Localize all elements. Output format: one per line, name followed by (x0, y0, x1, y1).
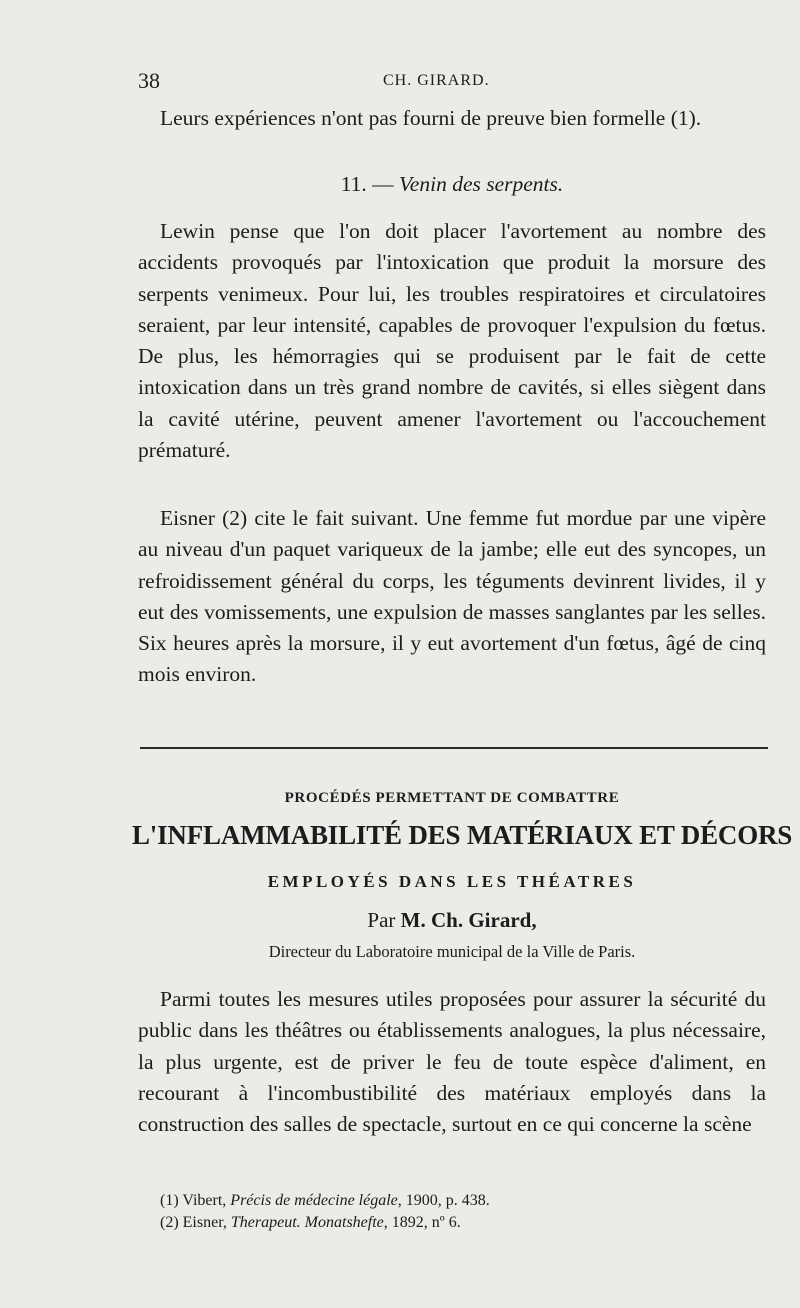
author-affiliation: Directeur du Laboratoire municipal de la Ville de Paris. (268, 942, 636, 961)
paragraph-2: Lewin pense que l'on doit placer l'avortement au nombre des accidents provoqués par l'intoxication que produit la morsure des serpents venimeux. Pour lui, les troubles respiratoires et circulatoires seraient, par leur intensité, capables de provoquer l'expulsion du fœtus. De plus, les hémorragies qui se produisent par le fait de cette intoxication dans un très grand nombre de cavités, si elles siègent dans la cavité utérine, peuvent amener l'avortement ou l'accouchement prématuré. (138, 219, 766, 463)
footnote-1 (160, 1190, 760, 1212)
footnote-author: Vibert, (182, 1192, 227, 1209)
footnote-ref: , 1892, nº 6. (383, 1214, 461, 1231)
article-kicker: PROCÉDÉS PERMETTANT DE COMBATTRE (284, 790, 620, 806)
footnotes (160, 1190, 760, 1234)
paragraph-1: Leurs expériences n'ont pas fourni de preuve bien formelle (1). (160, 106, 702, 130)
paragraph-3: Eisner (2) cite le fait suivant. Une femme fut mordue par une vipère au niveau d'un paquet variqueux de la jambe; elle eut des syncopes, un refroidissement général du corps, les téguments devinrent livides, il y eut des vomissements, une expulsion de masses sanglantes par les selles. Six heures après la morsure, il y eut avortement d'un fœtus, âgé de cinq mois environ. (138, 506, 766, 687)
article-subtitle: EMPLOYÉS DANS LES THÉATRES (267, 872, 637, 891)
section-divider (140, 747, 768, 749)
footnote-marker: (2) (160, 1214, 179, 1231)
section-title: Venin des serpents. (399, 172, 564, 196)
byline-author: M. Ch. Girard, (400, 908, 537, 932)
footnote-ref: , 1900, p. 438. (397, 1192, 490, 1209)
footnote-author: Eisner, (182, 1214, 227, 1231)
article-title: L'INFLAMMABILITÉ DES MATÉRIAUX ET DÉCORS (132, 820, 793, 850)
footnote-work: Précis de médecine légale (230, 1192, 398, 1209)
section-number: 11. — (340, 172, 394, 196)
paragraph-4: Parmi toutes les mesures utiles proposées pour assurer la sécurité du public dans les théâtres ou établissements analogues, la plus nécessaire, la plus urgente, est de priver le feu de toute espèce d'aliment, en recourant à l'incombustibilité des matériaux employés dans la construction des salles de spectacle, surtout en ce qui concerne la scène (138, 987, 766, 1137)
footnote-marker: (1) (160, 1192, 179, 1209)
section-heading (138, 172, 766, 197)
footnote-2 (160, 1212, 760, 1234)
byline (138, 908, 766, 933)
running-head (138, 68, 768, 98)
running-title: CH. GIRARD. (383, 72, 490, 89)
byline-prefix: Par (367, 908, 396, 932)
page-number: 38 (138, 68, 160, 93)
footnote-work: Therapeut. Monatshefte (230, 1214, 384, 1231)
